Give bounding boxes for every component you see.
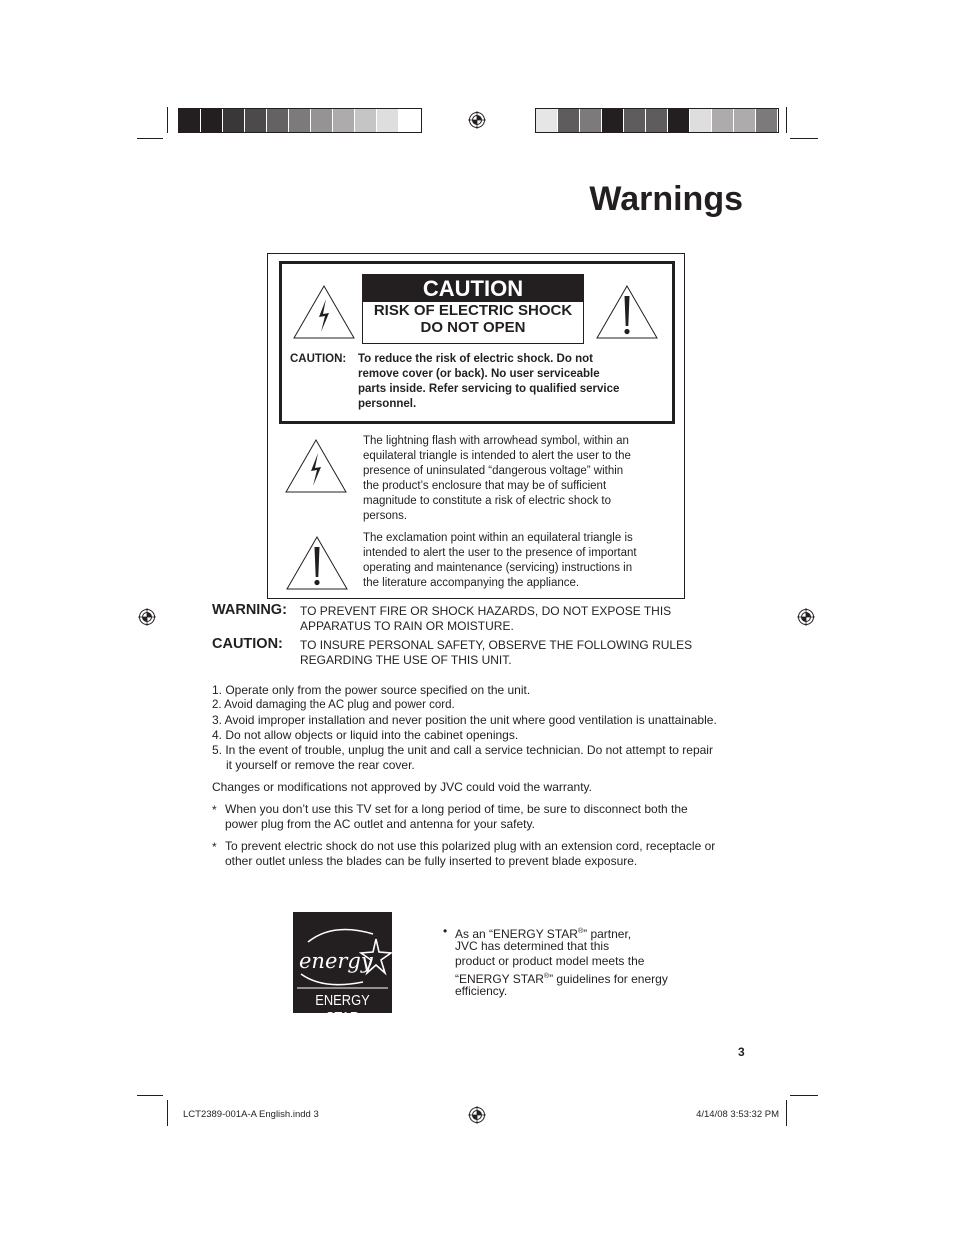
- color-swatch: [267, 109, 289, 132]
- exclamation-warning-icon: [595, 284, 659, 340]
- page-number: 3: [738, 1045, 745, 1059]
- warning-label: WARNING:: [212, 602, 287, 618]
- warning-text-line: APPARATUS TO RAIN OR MOISTURE.: [300, 619, 514, 633]
- color-swatch: [580, 109, 602, 132]
- crop-mark: [167, 1100, 168, 1126]
- note-line: power plug from the AC outlet and antenna for your safety.: [225, 817, 535, 831]
- rule-item: 3. Avoid improper installation and never position the unit where good ventilation is unattainable.: [212, 713, 717, 727]
- exclamation-symbol-text-line: The exclamation point within an equilateral triangle is: [363, 532, 633, 544]
- note-line: To prevent electric shock do not use this polarized plug with an extension cord, receptacle or: [225, 839, 716, 853]
- lightning-symbol-icon: [284, 438, 348, 494]
- energy-star-text-line: “ENERGY STAR®” guidelines for energy: [455, 972, 668, 986]
- color-swatch: [624, 109, 646, 132]
- caution-box-text-line: remove cover (or back). No user serviceable: [358, 368, 600, 380]
- exclamation-symbol-text-line: intended to alert the user to the presence of important: [363, 547, 637, 559]
- color-swatch: [756, 109, 778, 132]
- footer-filename: LCT2389-001A-A English.indd 3: [183, 1109, 319, 1120]
- rule-item: 5. In the event of trouble, unplug the unit and call a service technician. Do not attempt to repair: [212, 743, 713, 757]
- color-bar-left: [178, 108, 422, 133]
- energy-star-bullet: •: [443, 924, 448, 938]
- note-line: When you don’t use this TV set for a long period of time, be sure to disconnect both the: [225, 802, 688, 816]
- color-swatch: [734, 109, 756, 132]
- crop-mark: [790, 1095, 818, 1096]
- warranty-note: Changes or modifications not approved by JVC could void the warranty.: [212, 780, 592, 794]
- color-swatch: [355, 109, 377, 132]
- lightning-symbol-text-line: The lightning flash with arrowhead symbol, within an: [363, 435, 629, 447]
- color-swatch: [668, 109, 690, 132]
- caution-box-label: CAUTION:: [290, 353, 347, 365]
- exclamation-symbol-text-line: the literature accompanying the appliance.: [363, 577, 580, 589]
- color-swatch: [536, 109, 558, 132]
- color-swatch: [558, 109, 580, 132]
- color-swatch: [712, 109, 734, 132]
- registration-mark-icon: [468, 111, 486, 129]
- crop-mark: [137, 138, 163, 139]
- warning-text-line: TO PREVENT FIRE OR SHOCK HAZARDS, DO NOT EXPOSE THIS: [300, 604, 672, 618]
- lightning-symbol-text-line: persons.: [363, 510, 408, 522]
- lightning-symbol-text-line: the product’s enclosure that may be of sufficient: [363, 480, 607, 492]
- registration-mark-icon: [468, 1106, 486, 1124]
- note-marker: *: [212, 840, 217, 854]
- crop-mark: [137, 1095, 163, 1096]
- footer-timestamp: 4/14/08 3:53:32 PM: [696, 1109, 779, 1120]
- color-swatch: [646, 109, 668, 132]
- risk-line: RISK OF ELECTRIC SHOCK: [373, 302, 573, 319]
- exclamation-symbol-text-line: operating and maintenance (servicing) instructions in: [363, 562, 633, 574]
- color-swatch: [602, 109, 624, 132]
- energy-star-logo-label: ENERGY STAR: [315, 992, 370, 1026]
- energy-star-text-line: product or product model meets the: [455, 954, 645, 968]
- color-swatch: [201, 109, 223, 132]
- energy-star-text-line: efficiency.: [455, 984, 508, 998]
- rule-item: 4. Do not allow objects or liquid into the cabinet openings.: [212, 728, 519, 742]
- caution-text-line: TO INSURE PERSONAL SAFETY, OBSERVE THE FOLLOWING RULES: [300, 638, 693, 652]
- caution-box-text-line: personnel.: [358, 398, 417, 410]
- color-swatch: [223, 109, 245, 132]
- rule-item: 2. Avoid damaging the AC plug and power cord.: [212, 699, 455, 711]
- lightning-symbol-text-line: equilateral triangle is intended to alert the user to the: [363, 450, 631, 462]
- lightning-symbol-text-line: magnitude to constitute a risk of electric shock to: [363, 495, 612, 507]
- crop-mark: [167, 107, 168, 133]
- energy-star-script: energy: [299, 949, 373, 973]
- color-swatch: [333, 109, 355, 132]
- color-swatch: [311, 109, 333, 132]
- color-swatch: [289, 109, 311, 132]
- rule-item: 1. Operate only from the power source specified on the unit.: [212, 683, 531, 697]
- note-marker: *: [212, 803, 217, 817]
- crop-mark: [786, 1100, 787, 1126]
- color-swatch: [377, 109, 399, 132]
- rule-item-continuation: it yourself or remove the rear cover.: [226, 758, 415, 772]
- exclamation-symbol-icon: [285, 535, 349, 591]
- color-swatch: [179, 109, 201, 132]
- note-line: other outlet unless the blades can be fully inserted to prevent blade exposure.: [225, 854, 638, 868]
- caution-box-text-line: To reduce the risk of electric shock. Do not: [358, 353, 593, 365]
- color-bar-right: [535, 108, 779, 133]
- registration-mark-icon: [797, 608, 815, 626]
- energy-star-text-line: JVC has determined that this: [455, 939, 610, 953]
- crop-mark: [790, 138, 818, 139]
- do-not-open-line: DO NOT OPEN: [420, 319, 526, 336]
- crop-mark: [786, 107, 787, 133]
- color-swatch: [245, 109, 267, 132]
- energy-star-logo: [293, 912, 392, 1026]
- page-title: Warnings: [589, 180, 743, 218]
- registration-mark-icon: [138, 608, 156, 626]
- caution-box-text-line: parts inside. Refer servicing to qualified service: [358, 383, 620, 395]
- lightning-symbol-text-line: presence of uninsulated “dangerous voltage” within: [363, 465, 624, 477]
- caution-label: CAUTION:: [212, 636, 283, 652]
- energy-star-text-line: As an “ENERGY STAR®” partner,: [455, 927, 632, 941]
- color-swatch: [399, 109, 421, 132]
- caution-text-line: REGARDING THE USE OF THIS UNIT.: [300, 653, 512, 667]
- lightning-warning-icon: [292, 284, 356, 340]
- caution-header: CAUTION: [363, 275, 583, 302]
- color-swatch: [690, 109, 712, 132]
